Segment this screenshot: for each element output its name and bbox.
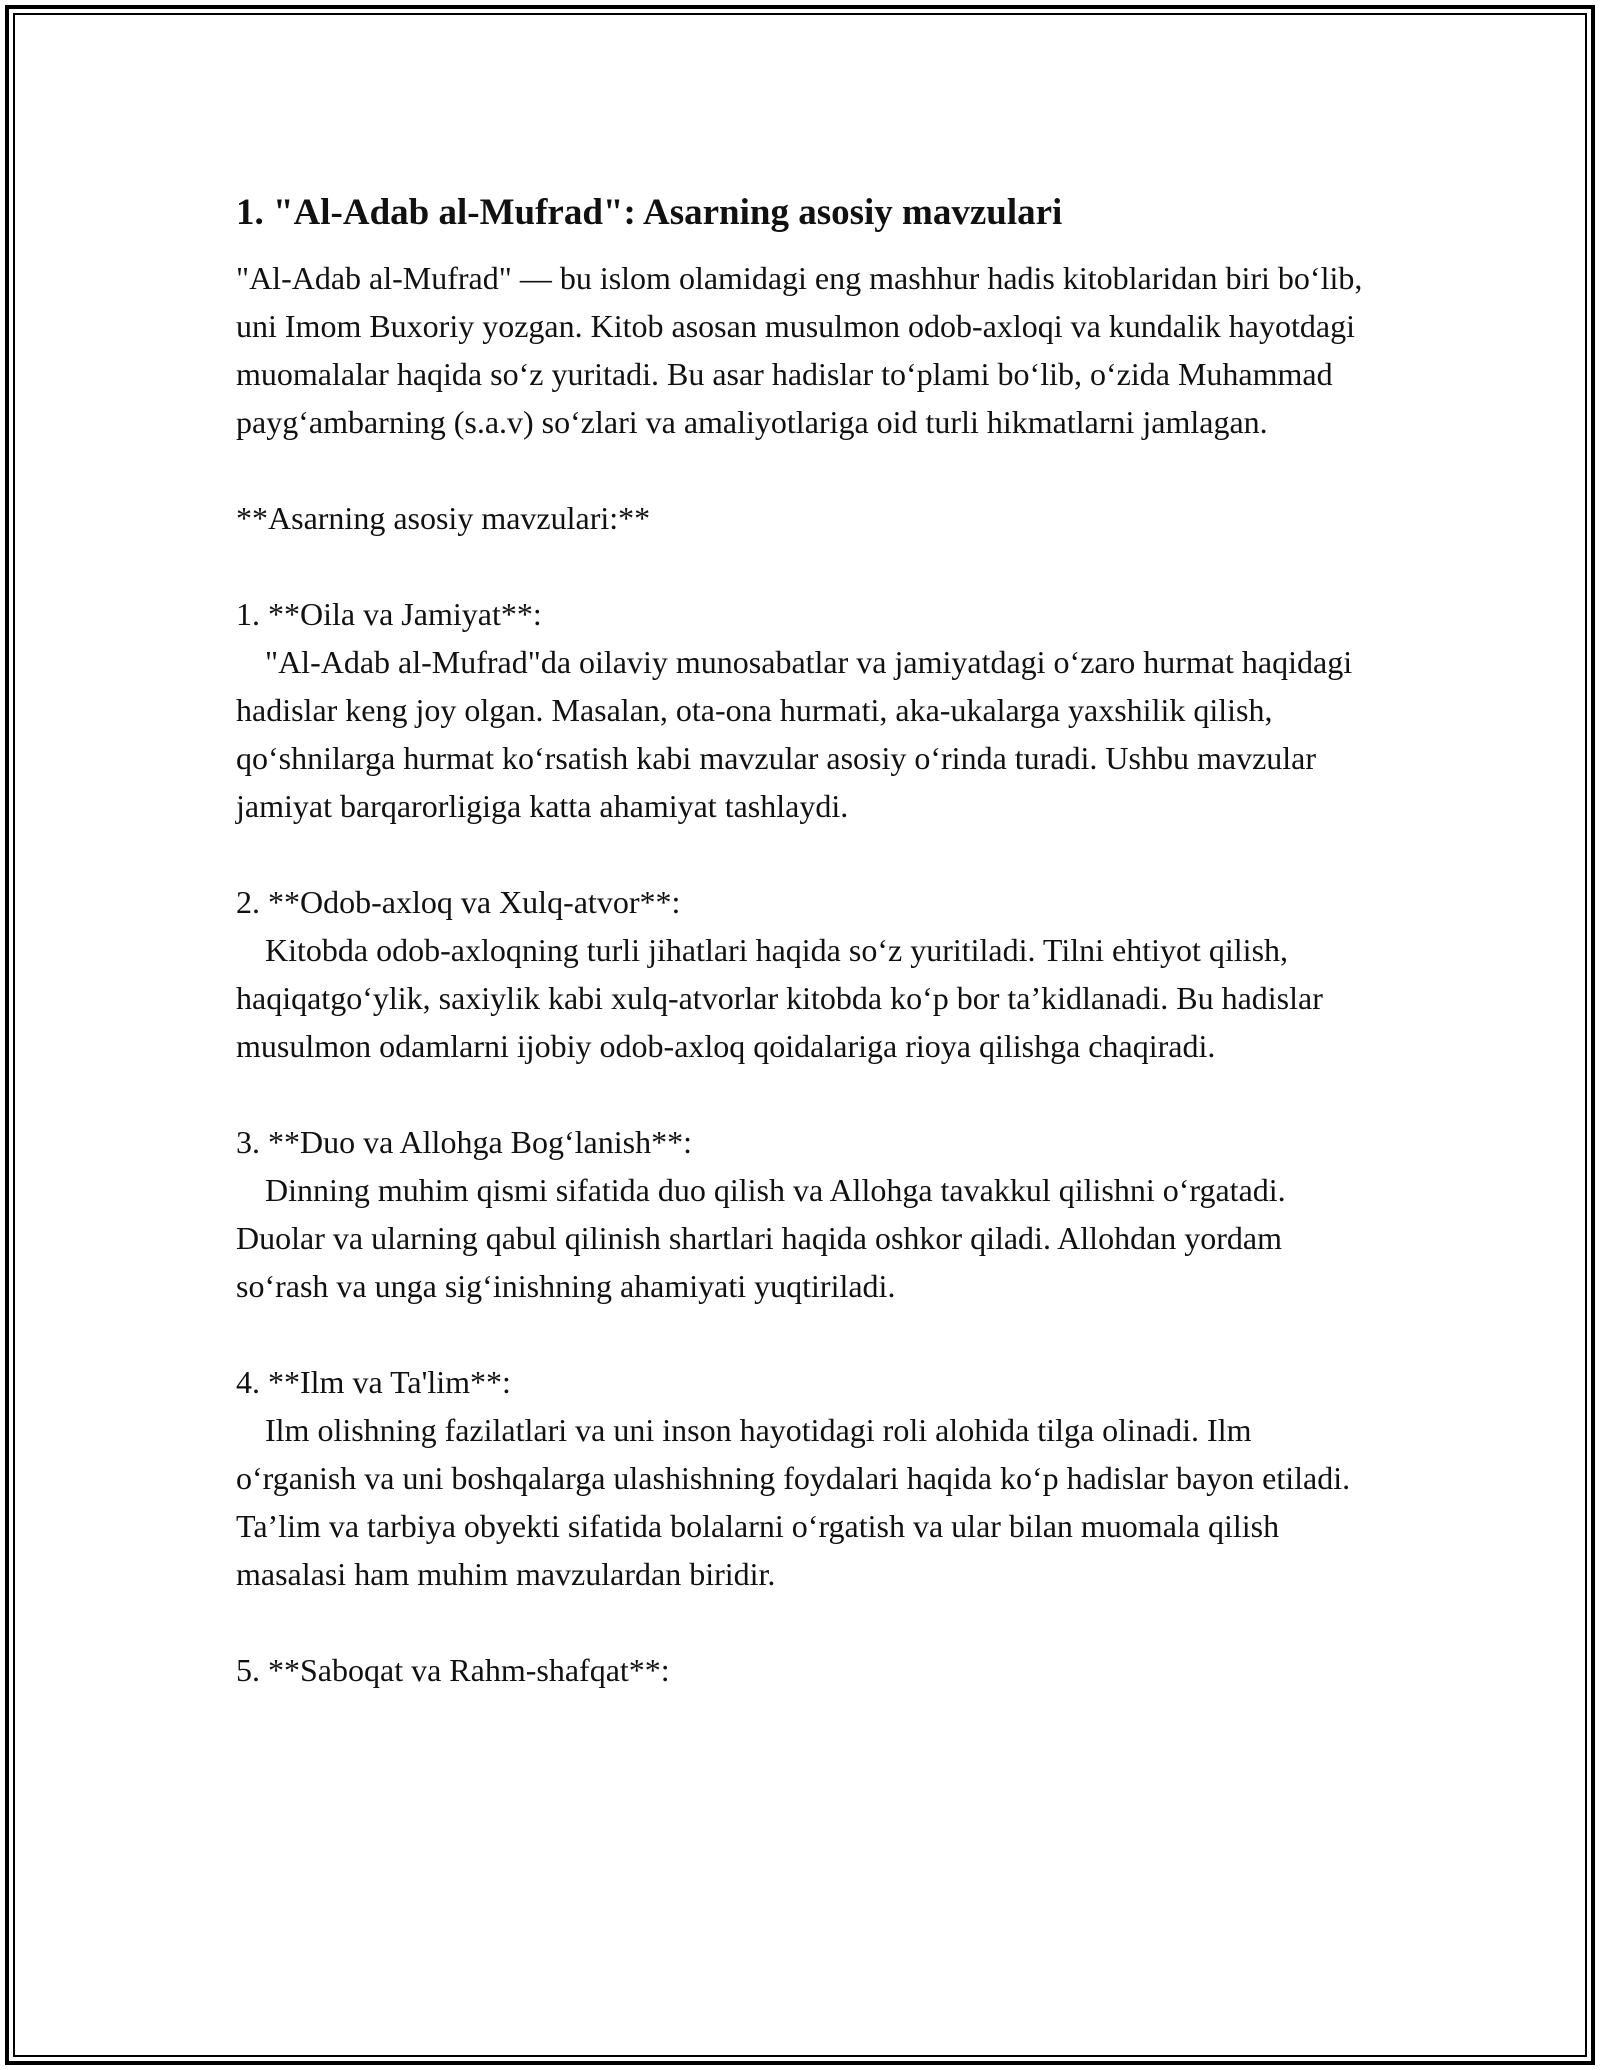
topic-body: Ilm olishning fazilatlari va uni inson hayotidagi roli alohida tilga olinadi. Ilm o‘rganish va uni boshqalarga ulashishning foydalari haqida ko‘p hadislar bayon etiladi. Ta’lim va tarbiya obyekti sifatida bolalarni o‘rgatish va ular bilan muomala qilish masalasi ham muhim mavzulardan biridir. [236,1412,1351,1592]
spacer [236,830,1366,878]
topic-title: 1. **Oila va Jamiyat**: [236,596,542,632]
topic-title: 3. **Duo va Allohga Bog‘lanish**: [236,1124,692,1160]
topic-title: 4. **Ilm va Ta'lim**: [236,1364,511,1400]
document-content [236,188,1366,1694]
spacer [236,446,1366,494]
spacer [236,1598,1366,1646]
topic-item-2 [236,878,1366,1070]
topic-item-1 [236,590,1366,830]
topic-item-4 [236,1358,1366,1598]
topic-title: 5. **Saboqat va Rahm-shafqat**: [236,1652,670,1688]
topic-item-3 [236,1118,1366,1310]
spacer [236,1310,1366,1358]
intro-paragraph: "Al-Adab al-Mufrad" — bu islom olamidagi eng mashhur hadis kitoblaridan biri bo‘lib, uni Imom Buxoriy yozgan. Kitob asosan musulmon odob-axloqi va kundalik hayotdagi muomalalar haqida so‘z yuritadi. Bu asar hadislar to‘plami bo‘lib, o‘zida Muhammad payg‘ambarning (s.a.v) so‘zlari va amaliyotlariga oid turli hikmatlarni jamlagan. [236,260,1363,440]
topic-body: Kitobda odob-axloqning turli jihatlari haqida so‘z yuritiladi. Tilni ehtiyot qilish, haqiqatgo‘ylik, saxiylik kabi xulq-atvorlar kitobda ko‘p bor ta’kidlanadi. Bu hadislar musulmon odamlarni ijobiy odob-axloq qoidalariga rioya qilishga chaqiradi. [236,932,1323,1064]
spacer [236,542,1366,590]
topic-item-5 [236,1646,1366,1694]
topic-body: Dinning muhim qismi sifatida duo qilish va Allohga tavakkul qilishni o‘rgatadi. Duolar va ularning qabul qilinish shartlari haqida oshkor qiladi. Allohdan yordam so‘rash va unga sig‘inishning ahamiyati yuqtiriladi. [236,1172,1286,1304]
spacer [236,1070,1366,1118]
topics-heading: **Asarning asosiy mavzulari:** [236,500,651,536]
topic-body: "Al-Adab al-Mufrad"da oilaviy munosabatlar va jamiyatdagi o‘zaro hurmat haqidagi hadislar keng joy olgan. Masalan, ota-ona hurmati, aka-ukalarga yaxshilik qilish, qo‘shnilarga hurmat ko‘rsatish kabi mavzular asosiy o‘rinda turadi. Ushbu mavzular jamiyat barqarorligiga katta ahamiyat tashlaydi. [236,644,1353,824]
document-heading: 1. "Al-Adab al-Mufrad": Asarning asosiy mavzulari [236,192,1063,233]
topic-title: 2. **Odob-axloq va Xulq-atvor**: [236,884,681,920]
